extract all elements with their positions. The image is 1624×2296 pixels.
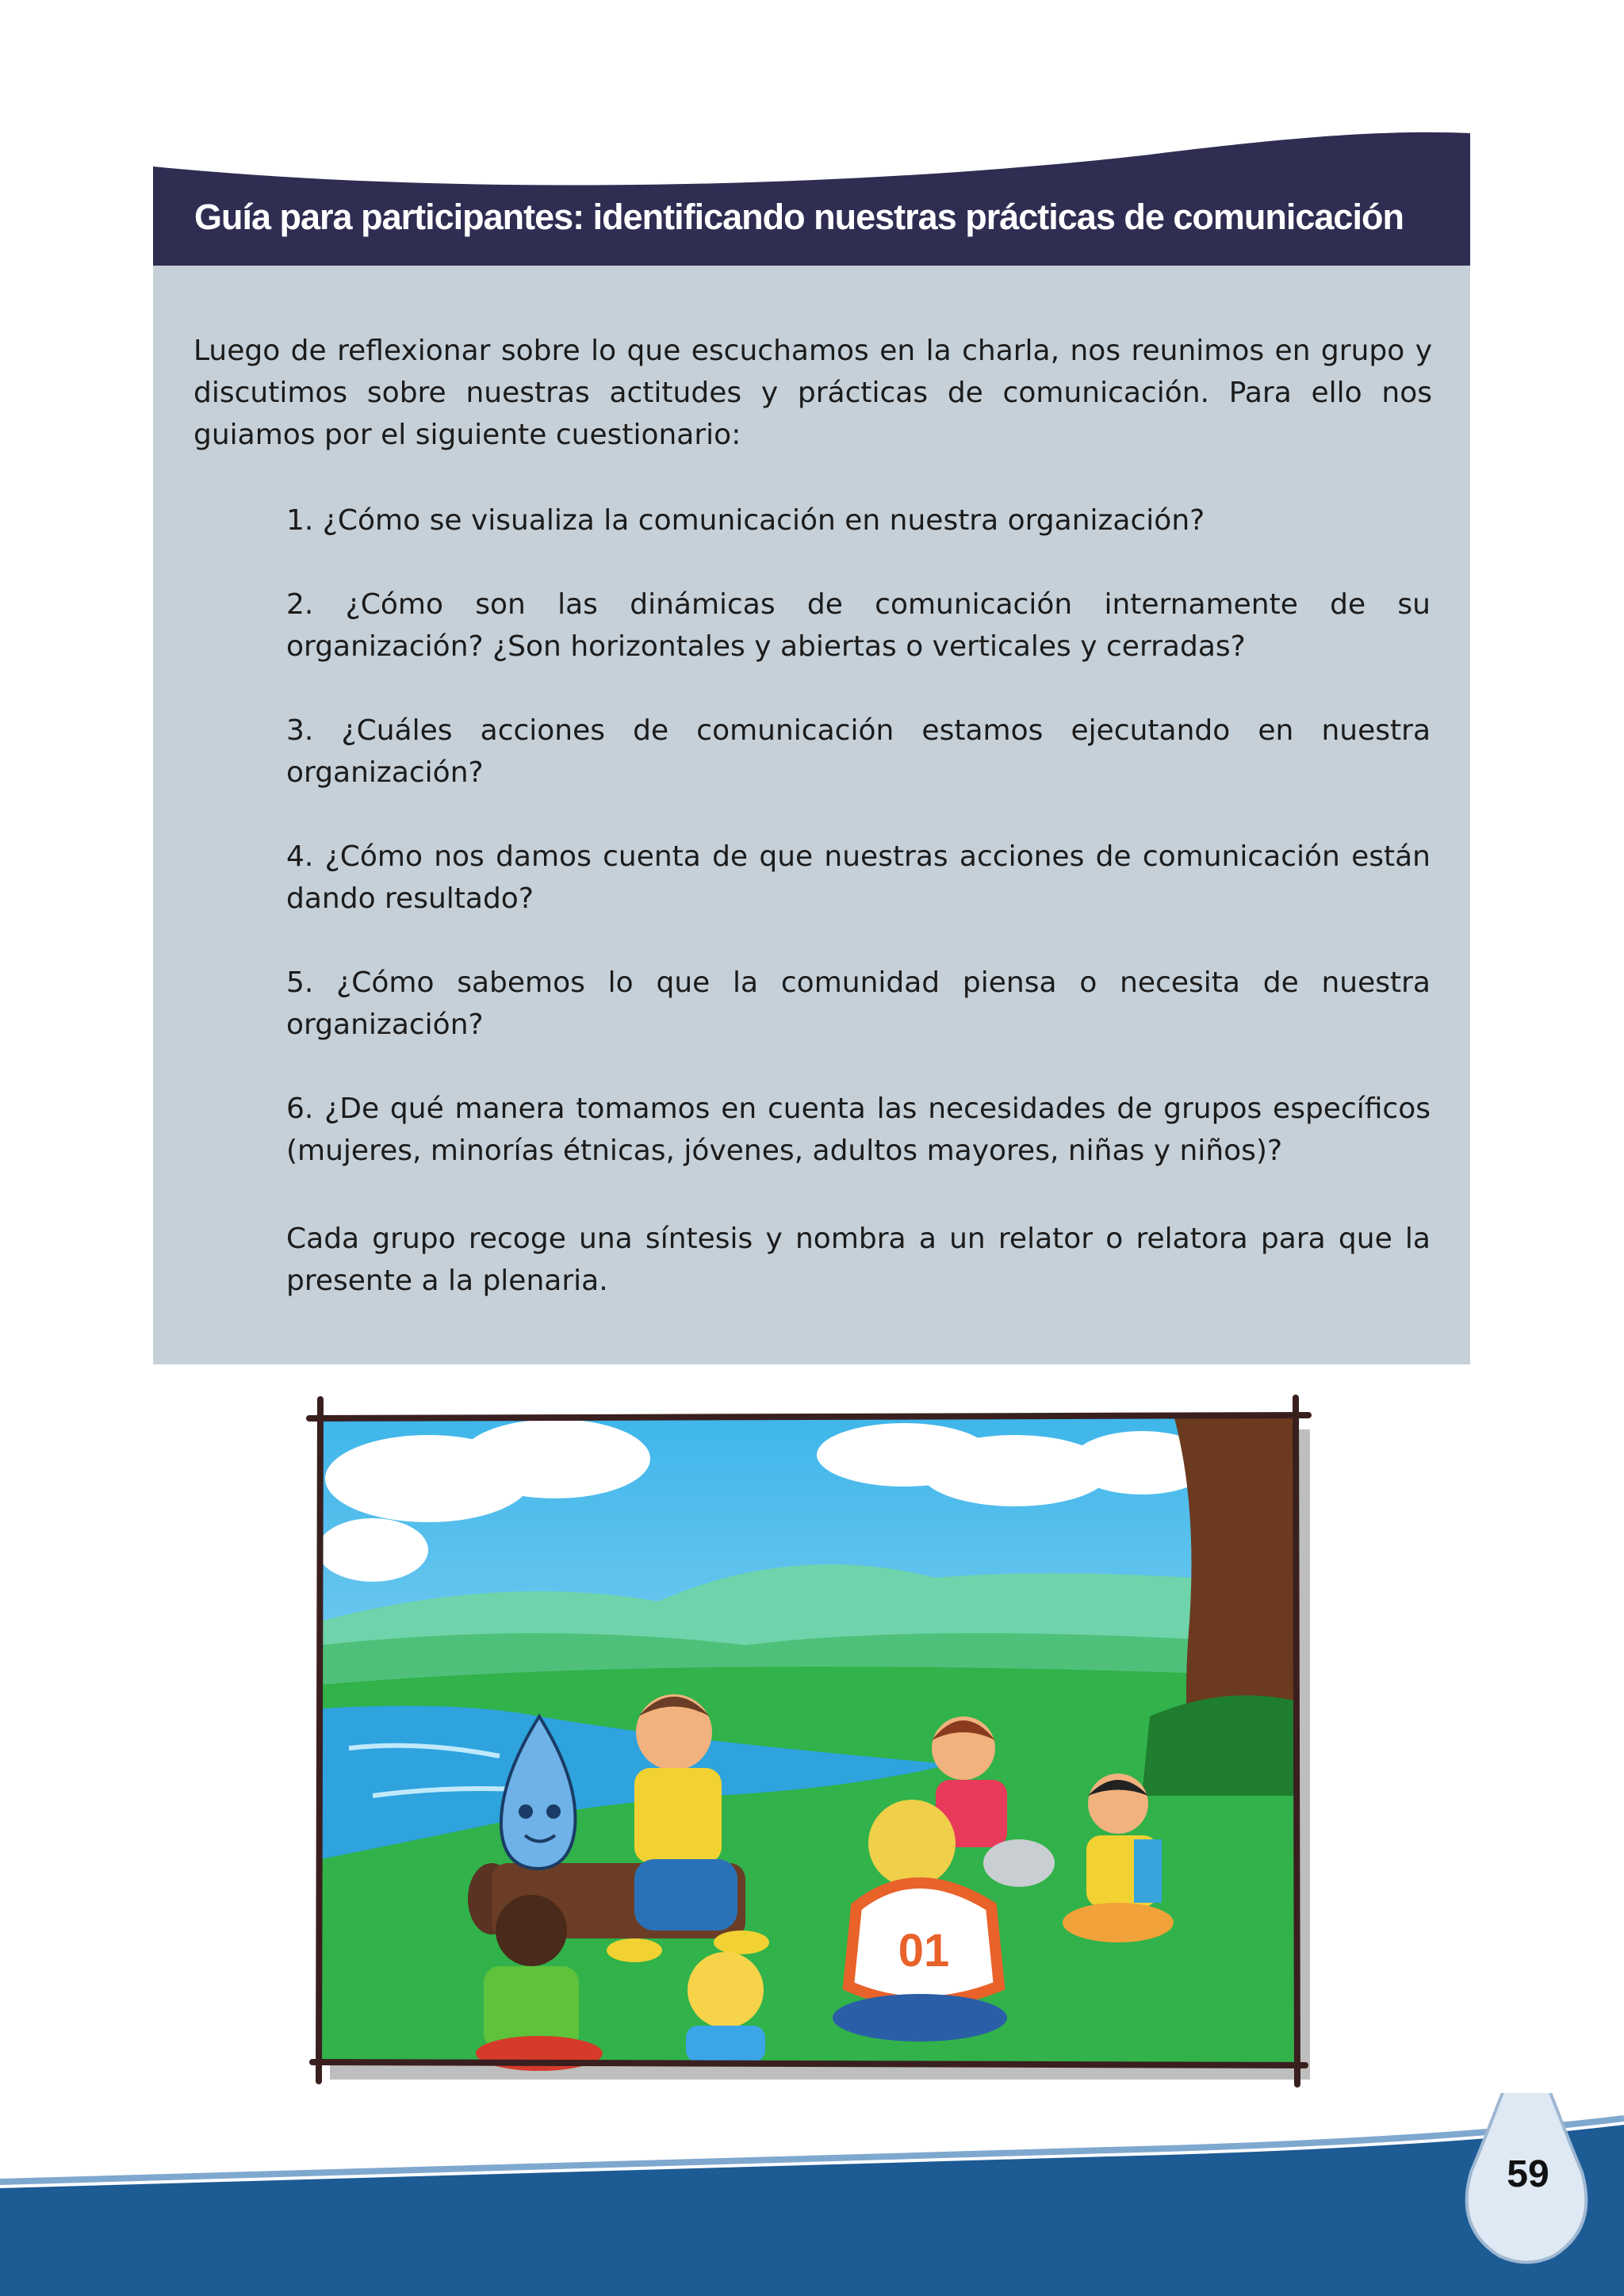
question-3: 3. ¿Cuáles acciones de comunicación estamos ejecutando en nuestra organización? (286, 714, 1431, 789)
footer-wave (0, 2093, 1624, 2296)
question-1: 1. ¿Cómo se visualiza la comunicación en nuestra organización? (286, 504, 1205, 537)
closing-paragraph: Cada grupo recoge una síntesis y nombra a un relator o relatora para que la presente a la plenaria. (286, 1223, 1431, 1297)
shirt-number: 01 (898, 1925, 950, 1976)
intro-paragraph: Luego de reflexionar sobre lo que escuchamos en la charla, nos reunimos en grupo y discutimos sobre nuestras actitudes y prácticas de comunicación. Para ello nos guiamos por el siguiente cuestionario: (193, 335, 1432, 451)
question-5: 5. ¿Cómo sabemos lo que la comunidad piensa o necesita de nuestra organización? (286, 966, 1431, 1041)
question-2: 2. ¿Cómo son las dinámicas de comunicación internamente de su organización? ¿Son horizontales y abiertas o verticales y cerradas? (286, 588, 1431, 663)
page-title: Guía para participantes: identificando nuestras prácticas de comunicación (194, 197, 1404, 237)
question-6: 6. ¿De qué manera tomamos en cuenta las necesidades de grupos específicos (mujeres, minorías étnicas, jóvenes, adultos mayores, niñas y niños)? (286, 1093, 1431, 1167)
page-number: 59 (1507, 2153, 1549, 2195)
question-list (286, 499, 1431, 1214)
question-4: 4. ¿Cómo nos damos cuenta de que nuestras acciones de comunicación están dando resultado? (286, 840, 1431, 915)
group-meeting-illustration (301, 1383, 1332, 2097)
header-banner (0, 0, 1624, 301)
